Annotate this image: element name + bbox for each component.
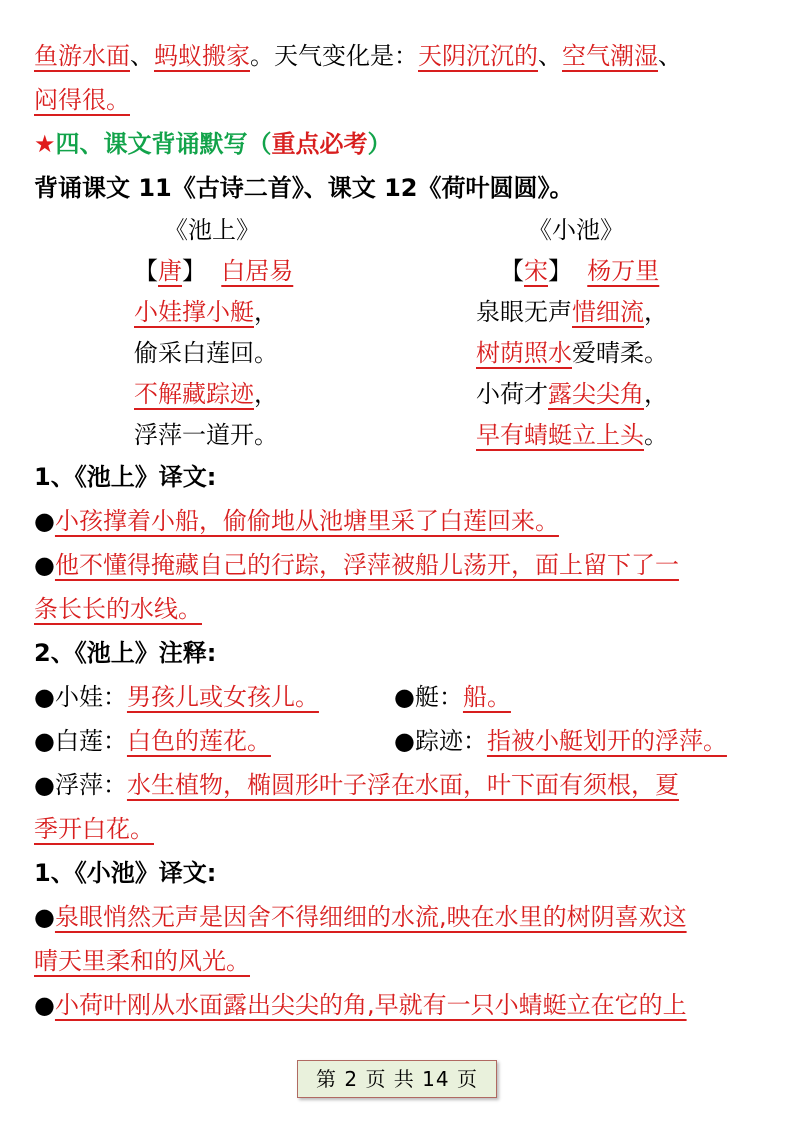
note-label: ●浮萍：: [34, 771, 127, 799]
bullet-icon: ●: [34, 507, 55, 535]
poem2-title: 《小池》: [528, 216, 624, 244]
note-value: 季开白花。: [34, 815, 154, 843]
poem2-dynasty: 宋: [524, 257, 548, 285]
note-value: 水生植物，椭圆形叶子浮在水面，叶下面有须根，夏: [126, 771, 679, 799]
answer-blank: 他不懂得掩藏自己的行踪，浮萍被船儿荡开，面上留下了一: [54, 551, 679, 579]
note-value: 指被小艇划开的浮萍。: [486, 727, 727, 755]
answer-blank: 蚂蚁搬家: [154, 42, 250, 70]
section-emphasis: 重点必考: [271, 130, 368, 158]
bullet-icon: ●: [34, 991, 55, 1019]
bracket: 【: [134, 257, 158, 285]
translation2-para1-cont: [34, 939, 764, 983]
answer-blank: 露尖尖角: [548, 380, 644, 408]
poem1-line-4: 浮萍一道开。: [134, 421, 278, 449]
note-label: ●小娃：: [34, 683, 127, 711]
poem2-author: 杨万里: [587, 257, 660, 285]
answer-blank: 空气潮湿: [562, 42, 658, 70]
answer-blank: 泉眼悄然无声是因舍不得细细的水流,映在水里的树阴喜欢这: [54, 903, 687, 931]
poem1-line-1: [134, 292, 278, 333]
notes-heading: 2、《池上》注释:: [34, 639, 217, 667]
punctuation: ，: [644, 380, 668, 408]
answer-blank: 小孩撑着小船，偷偷地从池塘里采了白莲回来。: [54, 507, 559, 535]
separator: 、: [538, 42, 562, 70]
note-row-2: [34, 719, 764, 763]
bracket: 】: [182, 257, 206, 285]
answer-blank: 天阴沉沉的: [418, 42, 538, 70]
section-heading: [34, 122, 764, 166]
bullet-icon: ●: [34, 551, 55, 579]
translation2-para1: [34, 895, 764, 939]
instruction: 背诵课文 11《古诗二首》、课文 12《荷叶圆圆》。: [34, 174, 574, 202]
note-item-4: [394, 719, 727, 763]
answer-blank: 不解藏踪迹: [134, 380, 254, 408]
poem1-dynasty: 唐: [158, 257, 182, 285]
poem2-line-1: [476, 292, 668, 333]
answer-line-1: [34, 34, 764, 78]
answer-blank: 早有蜻蜓立上头: [476, 421, 644, 449]
answer-blank: 小荷叶刚从水面露出尖尖的角,早就有一只小蜻蜓立在它的上: [54, 991, 687, 1019]
star-icon: ★: [34, 130, 56, 158]
poem2-author-line: [500, 251, 659, 292]
translation1-para2-cont: [34, 587, 764, 631]
punctuation: 。: [644, 421, 668, 449]
translation1-para1: [34, 499, 764, 543]
note-label: ●踪迹：: [394, 727, 487, 755]
note-row-3-cont: [34, 807, 764, 851]
note-label: ●白莲：: [34, 727, 127, 755]
note-label: ●艇：: [394, 683, 463, 711]
note-value: 男孩儿或女孩儿。: [126, 683, 319, 711]
answer-line-2: [34, 78, 764, 122]
section-title: 四、课文背诵默写（: [55, 130, 272, 158]
note-row-3: [34, 763, 764, 807]
bullet-icon: ●: [34, 903, 55, 931]
text: 小荷才: [476, 380, 548, 408]
punctuation: ，: [254, 298, 278, 326]
note-value: 船。: [462, 683, 511, 711]
answer-blank: 惜细流: [572, 298, 644, 326]
translation1-heading: 1、《池上》译文:: [34, 463, 217, 491]
page-number-badge: 第 2 页 共 14 页: [297, 1060, 497, 1098]
punctuation: ，: [644, 298, 668, 326]
bracket: 】: [548, 257, 572, 285]
translation2-heading: 1、《小池》译文:: [34, 859, 217, 887]
note-row-1: [34, 675, 764, 719]
answer-blank: 条长长的水线。: [34, 595, 202, 623]
answer-blank: 鱼游水面: [34, 42, 130, 70]
punctuation: ，: [254, 380, 278, 408]
poem2-line-4: [476, 415, 668, 456]
poem1-author-line: [134, 251, 293, 292]
text: 泉眼无声: [476, 298, 572, 326]
poem2-line-3: [476, 374, 668, 415]
bracket: 【: [500, 257, 524, 285]
section-title-close: ）: [367, 130, 392, 158]
text: 。天气变化是：: [250, 42, 418, 70]
separator: 、: [130, 42, 154, 70]
answer-blank: 晴天里柔和的风光。: [34, 947, 250, 975]
answer-blank: 小娃撑小艇: [134, 298, 254, 326]
separator: 、: [658, 42, 682, 70]
poem2-line-2: [476, 333, 668, 374]
translation2-para2: [34, 983, 764, 1027]
poem1-line-3: [134, 374, 278, 415]
poem1-line-2: 偷采白莲回。: [134, 339, 278, 367]
note-value: 白色的莲花。: [126, 727, 271, 755]
answer-blank: 树荫照水: [476, 339, 572, 367]
note-item-2: [394, 675, 511, 719]
poem1-title: 《池上》: [164, 216, 260, 244]
answer-blank: 闷得很。: [34, 86, 130, 114]
poem1-author: 白居易: [221, 257, 294, 285]
text: 爱晴柔。: [572, 339, 668, 367]
translation1-para2: [34, 543, 764, 587]
